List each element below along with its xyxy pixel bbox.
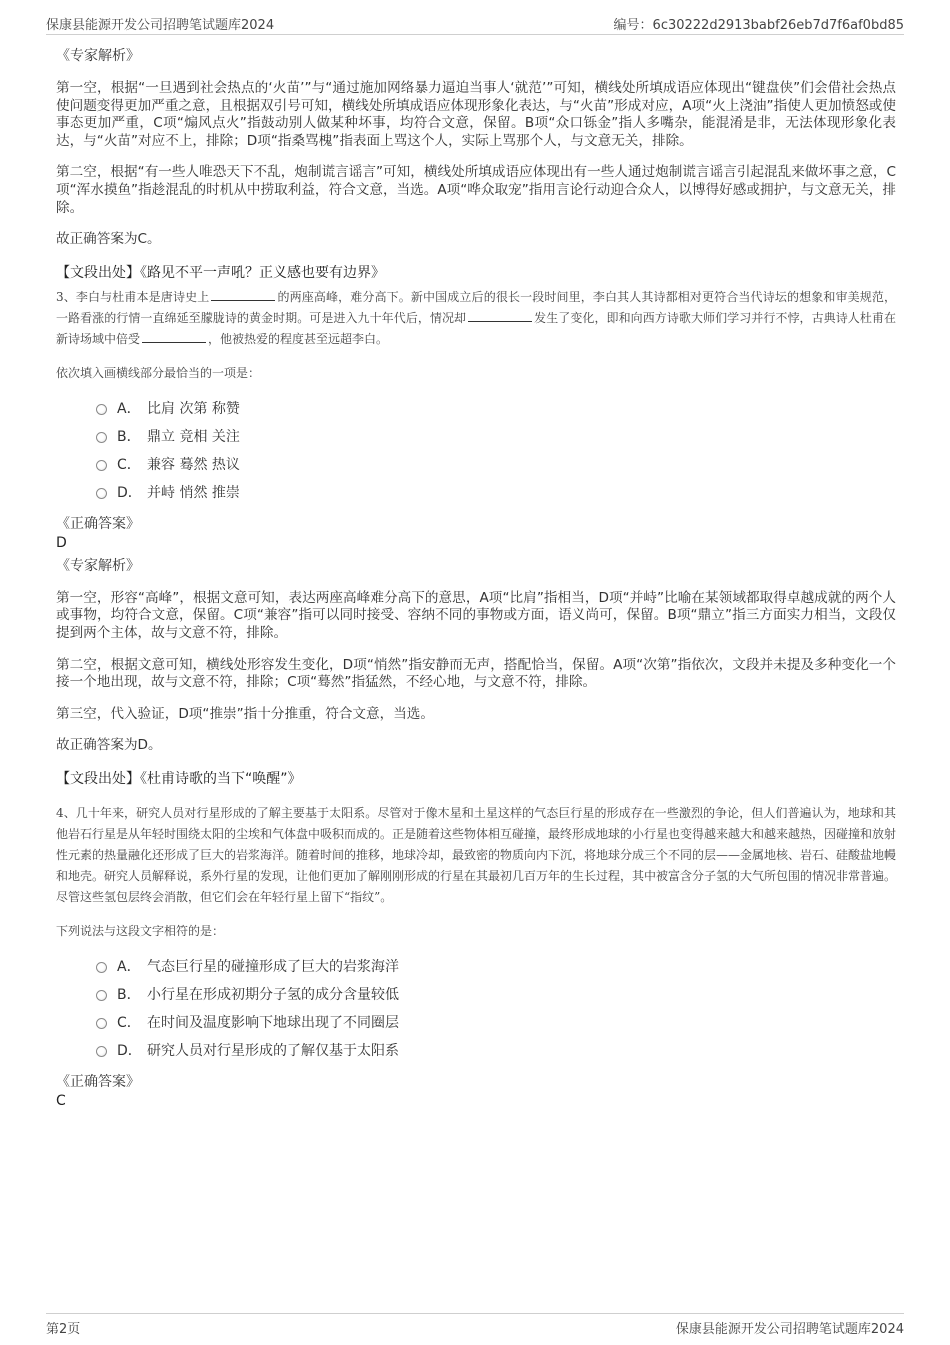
fill-blank <box>211 288 275 301</box>
fill-blank <box>468 309 532 322</box>
analysis-paragraph: 第三空，代入验证，D项“推崇”指十分推重，符合文意，当选。 <box>56 705 434 722</box>
header-title: 保康县能源开发公司招聘笔试题库2024 <box>46 18 275 33</box>
correct-answer-label: 《正确答案》 <box>56 1073 140 1090</box>
analysis-paragraph: 第二空，根据“有一些人唯恐天下不乱，炮制谎言谣言”可知，横线处所填成语应体现出有一些人通过炮制谎言谣言引起混乱来做坏事之意，C项“浑水摸鱼”指趁混乱的时机从中捞取利益，符合文意，当选。A项“哗众取宠”指用言论行动迎合众人，以博得好感或拥护，与文意无关，排除。 <box>56 164 896 216</box>
fill-blank <box>142 330 206 343</box>
analysis-conclusion: 故正确答案为D。 <box>56 737 162 754</box>
passage-source: 【文段出处】《路见不平一声吼？正义感也要有边界》 <box>56 264 385 281</box>
correct-answer-label: 《正确答案》 <box>56 515 140 532</box>
question-3-stem: 3、李白与杜甫本是唐诗史上 的两座高峰，难分高下。新中国成立后的很长一段时间里，李白其人其诗都相对更符合当代诗坛的想象和审美规范，一路看涨的行情一直绵延至朦胧诗的黄金时期。可是进入九十年代后，情况却 发生了变化，即和向西方诗歌大师们学习并行不悖，古典诗人杜甫在新诗场域中倍受 ，他被热爱的程度甚至远超李白。 <box>56 289 896 346</box>
passage-source: 【文段出处】《杜甫诗歌的当下“唤醒”》 <box>56 770 302 787</box>
question-3-options <box>96 394 896 506</box>
footer-title: 保康县能源开发公司招聘笔试题库2024 <box>675 1322 904 1337</box>
option-b[interactable]: B． 鼎立 竞相 关注 <box>96 422 896 450</box>
radio-icon[interactable] <box>96 1046 107 1057</box>
option-c[interactable]: C． 在时间及温度影响下地球出现了不同圈层 <box>96 1008 896 1036</box>
analysis-paragraph: 第一空，根据“一旦遇到社会热点的‘火苗’”与“通过施加网络暴力逼迫当事人‘就范’”可知，横线处所填成语应体现出“键盘侠”们会借社会热点使问题变得更加严重之意，且根据双引号可知，横线处所填成语应体现形象化表达，与“火苗”形成对应，A项“火上浇油”指使人更加愤怒或使事态更加严重，C项“煽风点火”指鼓动别人做某种坏事，均符合文意，保留。B项“众口铄金”指人多嘴杂，能混淆是非，无法体现形象化表达，与“火苗”对应不上，排除；D项“指桑骂槐”指表面上骂这个人，实际上骂那个人，与文意无关，排除。 <box>56 80 896 149</box>
page-content <box>56 46 896 1114</box>
correct-answer-value: C <box>56 1092 66 1109</box>
expert-analysis-label: 《专家解析》 <box>56 48 140 64</box>
header-id: 编号：6c30222d2913babf26eb7d7f6af0bd85 <box>613 18 904 33</box>
question-3-prompt: 依次填入画横线部分最恰当的一项是： <box>56 365 261 380</box>
option-d[interactable]: D． 研究人员对行星形成的了解仅基于太阳系 <box>96 1036 896 1064</box>
question-4-options <box>96 952 896 1064</box>
correct-answer-value: D <box>56 534 67 551</box>
analysis-paragraph: 第一空，形容“高峰”，根据文意可知，表达两座高峰难分高下的意思，A项“比肩”指相当，D项“并峙”比喻在某领域都取得卓越成就的两个人或事物，均符合文意，保留。C项“兼容”指可以同时接受、容纳不同的事物或方面，语义尚可，保留。B项“鼎立”指三方面实力相当，文段仅提到两个主体，故与文意不符，排除。 <box>56 589 896 641</box>
option-d[interactable]: D． 并峙 悄然 推崇 <box>96 478 896 506</box>
page-footer <box>46 1313 904 1336</box>
page-number: 第2页 <box>46 1322 81 1337</box>
analysis-paragraph: 第二空，根据文意可知，横线处形容发生变化，D项“悄然”指安静而无声，搭配恰当，保留。A项“次第”指依次，文段并未提及多种变化一个接一个地出现，故与文意不符，排除；C项“蓦然”指猛然，不经心地，与文意不符，排除。 <box>56 656 896 691</box>
radio-icon[interactable] <box>96 488 107 499</box>
question-4-prompt: 下列说法与这段文字相符的是： <box>56 923 225 938</box>
radio-icon[interactable] <box>96 990 107 1001</box>
option-c[interactable]: C． 兼容 蓦然 热议 <box>96 450 896 478</box>
expert-analysis-label: 《专家解析》 <box>56 557 140 574</box>
analysis-conclusion: 故正确答案为C。 <box>56 231 161 248</box>
option-b[interactable]: B． 小行星在形成初期分子氢的成分含量较低 <box>96 980 896 1008</box>
option-a[interactable]: A． 气态巨行星的碰撞形成了巨大的岩浆海洋 <box>96 952 896 980</box>
radio-icon[interactable] <box>96 1018 107 1029</box>
question-4-stem: 4、几十年来，研究人员对行星形成的了解主要基于太阳系。尽管对于像木星和土星这样的气态巨行星的形成存在一些激烈的争论，但人们普遍认为，地球和其他岩石行星是从年轻时围绕太阳的尘埃和气体盘中吸积而成的。正是随着这些物体相互碰撞，最终形成地球的小行星也变得越来越大和越来越热，因碰撞和放射性元素的热量融化还形成了巨大的岩浆海洋。随着时间的推移，地球冷却，最致密的物质向内下沉，将地球分成三个不同的层——金属地核、岩石、硅酸盐地幔和地壳。研究人员解释说，系外行星的发现，让他们更加了解刚刚形成的行星在其最初几百万年的生长过程，其中被富含分子氢的大气所包围的情况非常普遍。尽管这些氢包层终会消散，但它们会在年轻行星上留下“指纹”。 <box>56 805 897 904</box>
radio-icon[interactable] <box>96 962 107 973</box>
page-header <box>46 12 904 35</box>
option-a[interactable]: A． 比肩 次第 称赞 <box>96 394 896 422</box>
radio-icon[interactable] <box>96 460 107 471</box>
radio-icon[interactable] <box>96 404 107 415</box>
radio-icon[interactable] <box>96 432 107 443</box>
